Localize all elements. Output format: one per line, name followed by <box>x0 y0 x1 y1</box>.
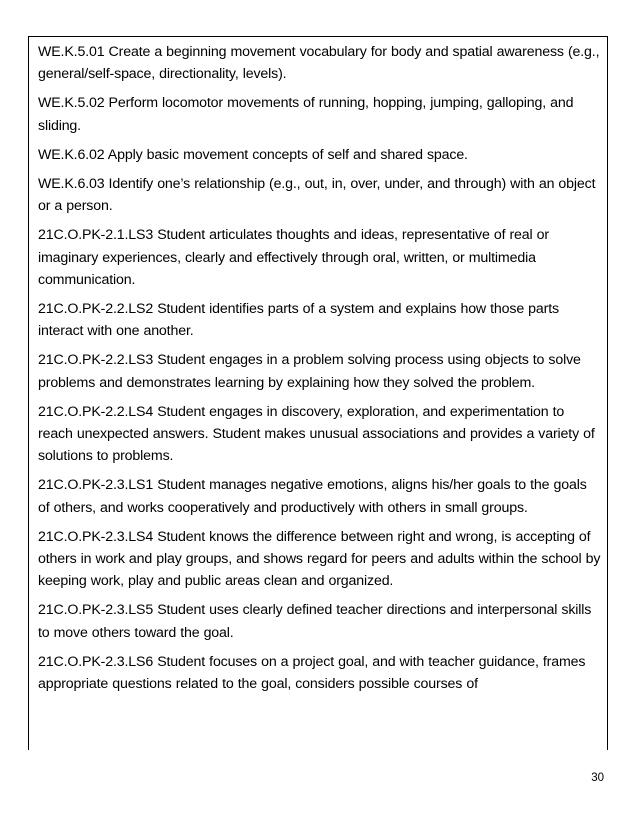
standard-item: WE.K.5.01 Create a beginning movement vocabulary for body and spatial awareness (e.g., general/self-space, directionality, levels). <box>38 44 600 83</box>
standard-item: 21C.O.PK-2.2.LS3 Student engages in a problem solving process using objects to solve problems and demonstrates learning by explaining how they solved the problem. <box>38 352 581 391</box>
standard-item: 21C.O.PK-2.3.LS1 Student manages negative emotions, aligns his/her goals to the goals of others, and works cooperatively and productively with others in small groups. <box>38 477 587 516</box>
standard-item: WE.K.5.02 Perform locomotor movements of running, hopping, jumping, galloping, and sliding. <box>38 95 574 134</box>
page-number: 30 <box>591 772 604 784</box>
standard-item: 21C.O.PK-2.3.LS6 Student focuses on a project goal, and with teacher guidance, frames appropriate questions related to the goal, considers possible courses of <box>38 653 586 693</box>
standard-item: 21C.O.PK-2.2.LS2 Student identifies parts of a system and explains how those parts interact with one another. <box>38 301 559 340</box>
standard-item: WE.K.6.02 Apply basic movement concepts of self and shared space. <box>38 146 468 163</box>
standard-item: 21C.O.PK-2.3.LS5 Student uses clearly defined teacher directions and interpersonal skills to move others toward the goal. <box>38 602 592 641</box>
standard-item: 21C.O.PK-2.1.LS3 Student articulates thoughts and ideas, representative of real or imaginary experiences, clearly and effectively through oral, written, or multimedia communication. <box>38 227 549 288</box>
standards-list <box>38 41 602 702</box>
standard-item: WE.K.6.03 Identify one’s relationship (e.g., out, in, over, under, and through) with an object or a person. <box>38 176 596 215</box>
standards-table-frame <box>28 36 608 750</box>
standard-item: 21C.O.PK-2.2.LS4 Student engages in discovery, exploration, and experimentation to reach unexpected answers. Student makes unusual associations and provides a variety of solutions to problems. <box>38 403 595 465</box>
standard-item: 21C.O.PK-2.3.LS4 Student knows the difference between right and wrong, is accepting of others in work and play groups, and shows regard for peers and adults within the school by keeping work, play and public areas clean and organized. <box>38 528 601 590</box>
